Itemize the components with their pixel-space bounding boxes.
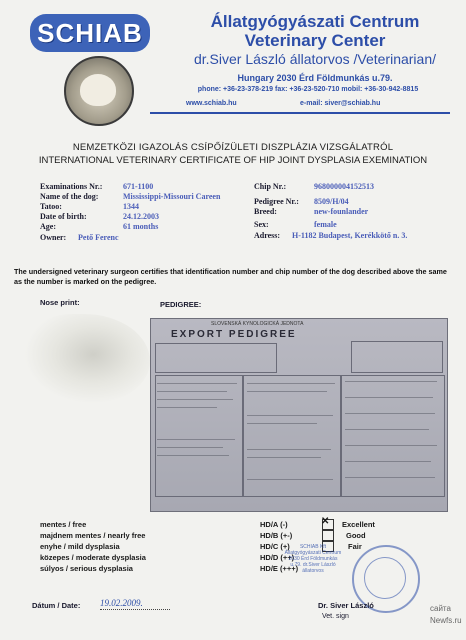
center-address: Hungary 2030 Érd Földmunkás u.79. — [237, 73, 393, 83]
date-label: Dátum / Date: — [32, 601, 81, 610]
field-value-exam-nr: 671-1100 — [123, 182, 154, 191]
pedigree-text-line — [345, 397, 433, 398]
pedigree-col-parents — [155, 375, 243, 497]
field-label-exam-nr: Examinations Nr.: — [40, 182, 103, 191]
field-value-birth: 24.12.2003 — [123, 212, 159, 221]
pedigree-org: SLOVENSKÁ KYNOLOGICKÁ JEDNOTA — [211, 321, 304, 327]
doctor-name: dr.Siver László állatorvos /Veterinarian/ — [193, 51, 436, 67]
pedigree-text-line — [247, 415, 333, 416]
contact-numbers: phone: +36-23-378-219 fax: +36-23-520-710 mobil: +36-30-942-8815 — [197, 86, 419, 93]
website-link[interactable]: www.schiab.hu — [186, 100, 237, 107]
pedigree-col-greatgrandparents — [341, 375, 445, 497]
pedigree-text-line — [247, 383, 335, 384]
check-mark-icon: ✕ — [321, 516, 330, 527]
pedigree-text-line — [345, 429, 429, 430]
grade-hu-mild: enyhe / mild dysplasia — [40, 542, 120, 551]
grade-hu-serious: súlyos / serious dysplasia — [40, 564, 133, 573]
pedigree-heading: EXPORT PEDIGREE — [171, 329, 297, 340]
grade-code-b: HD/B (+-) — [260, 531, 293, 540]
date-value: 19.02.2009. — [100, 598, 143, 608]
field-label-adress: Adress: — [254, 231, 281, 240]
pedigree-text-line — [345, 413, 435, 414]
pedigree-owner-box — [351, 341, 443, 373]
pedigree-text-line — [157, 399, 233, 400]
grade-hu-moderate: közepes / moderate dysplasia — [40, 553, 146, 562]
grade-code-a: HD/A (-) — [260, 520, 288, 529]
pedigree-text-line — [157, 383, 237, 384]
field-label-chip: Chip Nr.: — [254, 182, 287, 191]
grade-code-e: HD/E (+++) — [260, 564, 299, 573]
pedigree-text-line — [247, 457, 321, 458]
grade-hu-free: mentes / free — [40, 520, 87, 529]
pedigree-text-line — [345, 461, 431, 462]
field-value-age: 61 months — [123, 222, 159, 231]
header-divider — [150, 112, 450, 114]
field-label-pedigree-nr: Pedigree Nr.: — [254, 197, 299, 206]
vet-sign-label: Vet. sign — [322, 613, 349, 620]
grade-mark-excellent: Excellent — [342, 520, 375, 529]
field-label-dog-name: Name of the dog: — [40, 192, 99, 201]
schiab-logo: SCHIAB — [30, 14, 150, 52]
email-link[interactable]: e-mail: siver@schiab.hu — [300, 100, 381, 107]
grade-code-c: HD/C (+) — [260, 542, 290, 551]
pedigree-text-line — [247, 423, 317, 424]
grade-mark-good: Good — [346, 531, 366, 540]
pedigree-text-line — [247, 449, 331, 450]
field-label-breed: Breed: — [254, 207, 277, 216]
certification-statement: The undersigned veterinary surgeon certifies that identification number and chip number of the dog described above the same as the number is marked on the pedigree. — [14, 267, 447, 286]
pedigree-text-line — [345, 381, 437, 382]
grade-good-checkbox[interactable] — [322, 530, 334, 541]
certificate-title-en: INTERNATIONAL VETERINARY CERTIFICATE OF HIP JOINT DYSPLASIA EXEMINATION — [38, 155, 428, 166]
pedigree-scan — [150, 318, 448, 512]
field-value-sex: female — [314, 220, 337, 229]
pedigree-text-line — [157, 455, 229, 456]
date-line — [100, 609, 170, 610]
field-value-chip: 968000004152513 — [314, 182, 374, 191]
pedigree-text-line — [247, 479, 333, 480]
nose-print-label: Nose print: — [40, 298, 80, 307]
field-value-breed: new-founlander — [314, 207, 369, 216]
pedigree-label: PEDIGREE: — [160, 300, 202, 309]
field-label-owner: Owner: — [40, 233, 67, 242]
field-value-tatoo: 1344 — [123, 202, 139, 211]
pedigree-text-line — [247, 391, 327, 392]
grade-hu-nearly-free: majdnem mentes / nearly free — [40, 531, 146, 540]
field-value-dog-name: Mississippi-Missouri Careen — [123, 192, 221, 201]
field-label-tatoo: Tatoo: — [40, 202, 62, 211]
field-value-adress: H-1182 Budapest, Kerékkötő n. 3. — [292, 231, 408, 240]
pedigree-text-line — [157, 439, 235, 440]
nose-print-image — [24, 314, 150, 404]
field-label-age: Age: — [40, 222, 56, 231]
certificate-title-hu: NEMZETKÖZI IGAZOLÁS CSÍPŐÍZÜLETI DISZPLÁZIA VIZSGÁLATRÓL — [72, 142, 394, 153]
watermark-site: сайта — [430, 604, 451, 613]
field-label-birth: Date of birth: — [40, 212, 87, 221]
field-label-sex: Sex: — [254, 220, 269, 229]
vet-name: Dr. Siver László — [318, 601, 374, 610]
watermark-domain: Newfs.ru — [430, 616, 462, 625]
grade-mark-fair: Fair — [348, 542, 362, 551]
grade-code-d: HD/D (++) — [260, 553, 295, 562]
pedigree-dog-box — [155, 343, 277, 373]
pedigree-text-line — [157, 407, 217, 408]
field-value-pedigree-nr: 8509/H/04 — [314, 197, 349, 206]
pedigree-text-line — [345, 477, 435, 478]
dog-seal-icon — [64, 56, 134, 126]
center-title-hu: Állatgyógyászati Centrum — [210, 12, 420, 31]
field-value-owner: Pető Ferenc — [78, 233, 119, 242]
pedigree-text-line — [157, 391, 227, 392]
center-title-en: Veterinary Center — [244, 31, 386, 50]
clinic-stamp-text: SCHIAB Kft Állatgyógyászati Centrum 2030 Érd Földmunkás u.79. dr.Siver László állatorvos — [284, 544, 342, 574]
pedigree-text-line — [345, 445, 437, 446]
pedigree-text-line — [157, 447, 223, 448]
